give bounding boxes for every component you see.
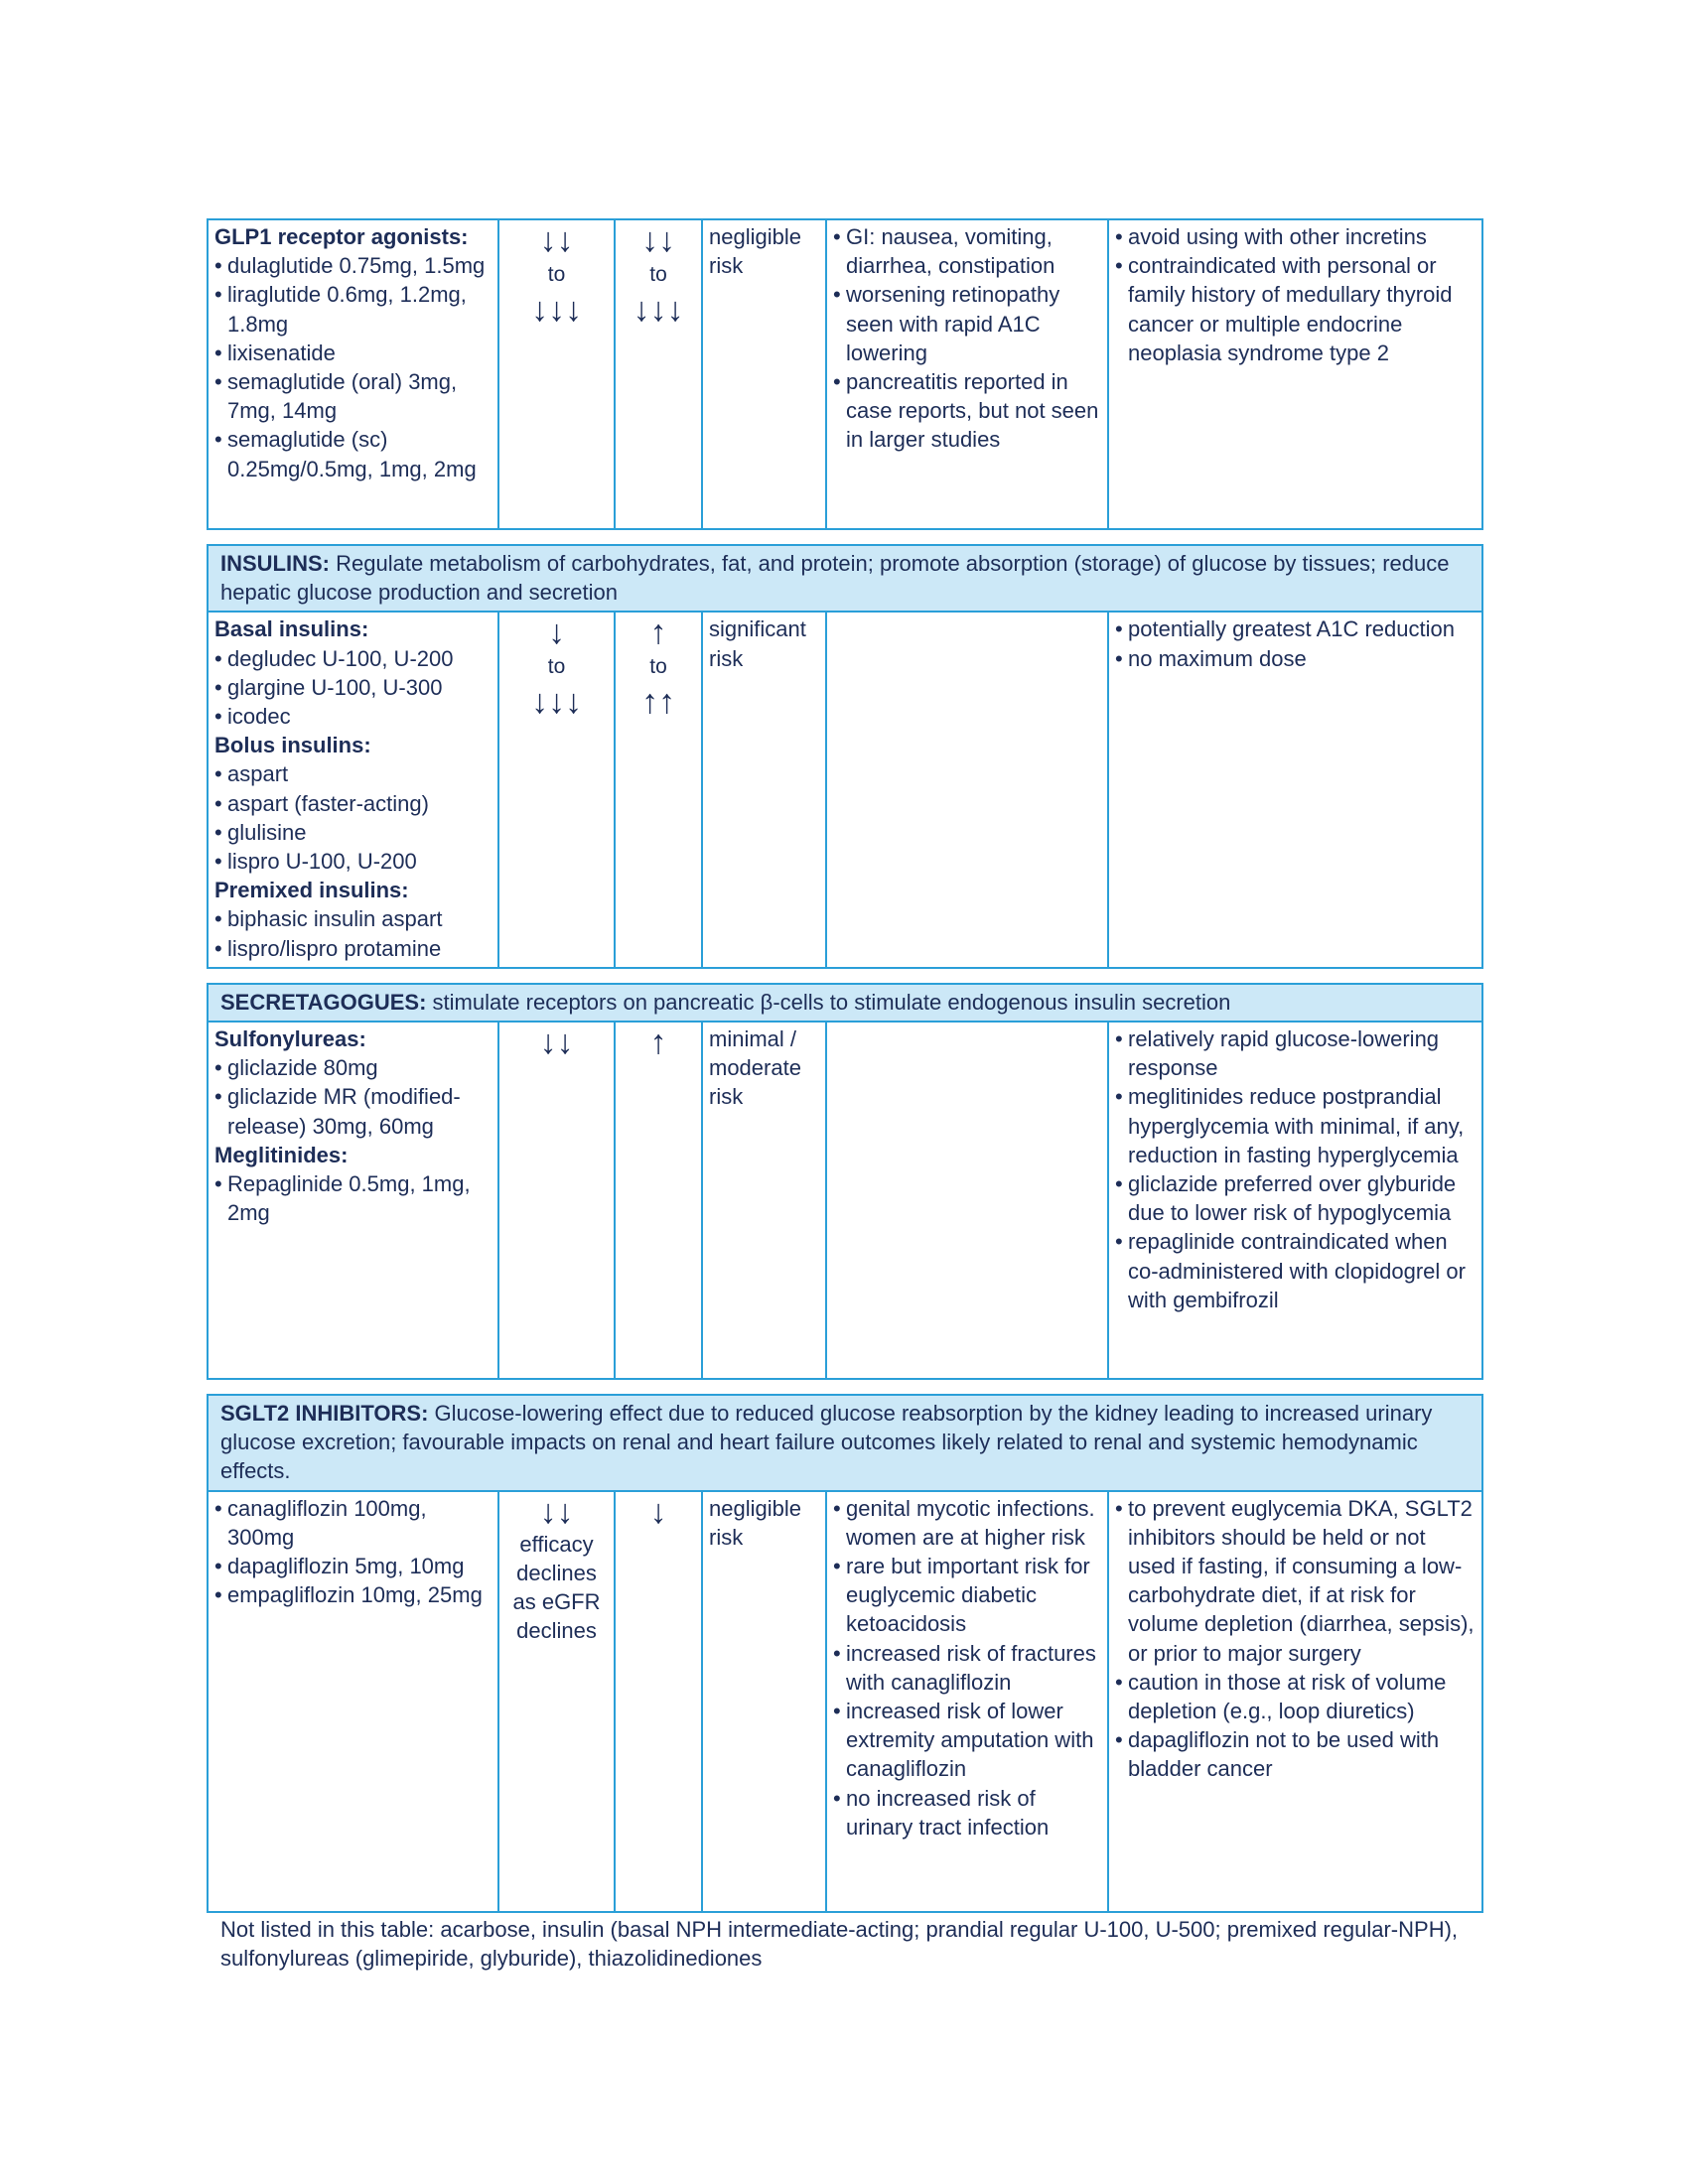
insulins-header-text: Regulate metabolism of carbohydrates, fat, and protein; promote absorption (storage) of glucose by tissues; reduce hepatic glucose production and secretion [220,551,1450,606]
list-item: • rare but important risk for euglycemic diabetic ketoacidosis [833,1552,1101,1639]
glp1-adverse-cell [826,219,1108,529]
up-arrow-icon: ↑ [649,1024,667,1062]
sglt2-header-row [208,1395,1482,1491]
insulins-header-title: INSULINS: [220,551,330,576]
list-item: • avoid using with other incretins [1115,222,1476,251]
list-item: • pancreatitis reported in case reports, but not seen in larger studies [833,367,1101,455]
section-gap [208,529,1482,545]
sulfonylureas-list [214,1053,492,1141]
glp1-title: GLP1 receptor agonists: [214,224,469,249]
secretagogues-adverse-cell [826,1022,1108,1379]
list-item: • gliclazide MR (modified-release) 30mg, 60mg [214,1082,492,1140]
range-to-label: to [649,655,667,679]
secretagogues-notes-list [1115,1024,1476,1314]
sglt2-header-title: SGLT2 INHIBITORS: [220,1401,429,1427]
list-item: • semaglutide (sc) 0.25mg/0.5mg, 1mg, 2mg [214,425,492,482]
list-item: • no increased risk of urinary tract infection [833,1784,1101,1842]
down-arrow-icon: ↓↓ [539,1492,574,1531]
premixed-list [214,904,492,962]
secretagogues-header-title: SECRETAGOGUES: [220,989,427,1015]
list-item: • semaglutide (oral) 3mg, 7mg, 14mg [214,367,492,425]
sglt2-notes-cell [1108,1491,1482,1912]
sulfonylureas-title: Sulfonylureas: [214,1026,366,1052]
secretagogues-notes-cell [1108,1022,1482,1379]
footnote: Not listed in this table: acarbose, insulin (basal NPH intermediate-acting; prandial regular U-100, U-500; premixed regular-NPH), sulfonylureas (glimepiride, glyburide), thiazolidinediones [220,1916,1459,1971]
list-item: • icodec [214,702,492,731]
list-item: • glulisine [214,818,492,847]
list-item: • repaglinide contraindicated when co-administered with clopidogrel or with gembifrozil [1115,1227,1476,1314]
list-item: • relatively rapid glucose-lowering response [1115,1024,1476,1082]
glp1-drugs-cell [208,219,498,529]
down-arrow-icon: ↓↓ [539,221,574,259]
range-to-label: to [649,263,667,286]
list-item: • meglitinides reduce postprandial hyperglycemia with minimal, if any, reduction in fasting hyperglycemia [1115,1082,1476,1169]
sglt2-drug-list [214,1494,492,1610]
insulins-notes-cell [1108,612,1482,967]
sglt2-adverse-list [833,1494,1101,1842]
range-to-label: to [547,655,566,679]
list-item: • degludec U-100, U-200 [214,644,492,673]
bolus-title: Bolus insulins: [214,733,371,758]
up-arrow-icon: ↑ [649,614,667,652]
sglt2-weight-cell [615,1491,702,1912]
glp1-adverse-list [833,222,1101,455]
list-item: • lixisenatide [214,339,492,367]
secretagogues-drugs-cell [208,1022,498,1379]
sglt2-hypo-cell: negligible risk [702,1491,826,1912]
secretagogues-weight-cell [615,1022,702,1379]
insulins-drugs-cell [208,612,498,967]
down-arrow-icon: ↓↓ [539,1024,574,1062]
drug-table-page [207,218,1481,1975]
secretagogues-hypo-cell: minimal / moderate risk [702,1022,826,1379]
list-item: • worsening retinopathy seen with rapid A1C lowering [833,280,1101,367]
sglt2-row [208,1491,1482,1912]
list-item: • empagliflozin 10mg, 25mg [214,1580,492,1609]
insulins-adverse-cell [826,612,1108,967]
glp1-hypo-cell: negligible risk [702,219,826,529]
basal-list [214,644,492,732]
list-item: • lispro U-100, U-200 [214,847,492,876]
glp1-notes-list [1115,222,1476,367]
meglitinides-title: Meglitinides: [214,1142,349,1167]
secretagogues-row [208,1022,1482,1379]
list-item: • genital mycotic infections. women are at higher risk [833,1494,1101,1552]
insulins-hypo-cell: significant risk [702,612,826,967]
secretagogues-header-text: stimulate receptors on pancreatic β-cells to stimulate endogenous insulin secretion [426,989,1231,1015]
down-arrow-icon: ↓↓↓ [531,683,582,722]
insulins-notes-list [1115,614,1476,672]
sglt2-header-text: Glucose-lowering effect due to reduced glucose reabsorption by the kidney leading to increased urinary glucose excretion; favourable impacts on renal and heart failure outcomes likely related to renal and systemic hemodynamic effects. [220,1401,1433,1484]
insulins-a1c-cell [498,612,615,967]
glp1-notes-cell [1108,219,1482,529]
list-item: • increased risk of lower extremity amputation with canagliflozin [833,1697,1101,1784]
list-item: • liraglutide 0.6mg, 1.2mg, 1.8mg [214,280,492,338]
list-item: • to prevent euglycemia DKA, SGLT2 inhibitors should be held or not used if fasting, if consuming a low-carbohydrate diet, if at risk for volume depletion (diarrhea, sepsis), or prior to major surgery [1115,1494,1476,1668]
section-gap [208,968,1482,984]
glp1-drug-list [214,251,492,483]
premixed-title: Premixed insulins: [214,878,409,903]
sglt2-drugs-cell [208,1491,498,1912]
insulins-weight-cell [615,612,702,967]
list-item: • dapagliflozin 5mg, 10mg [214,1552,492,1580]
meglitinides-list [214,1169,492,1227]
list-item: • biphasic insulin aspart [214,904,492,933]
list-item: • increased risk of fractures with canagliflozin [833,1639,1101,1697]
list-item: • GI: nausea, vomiting, diarrhea, constipation [833,222,1101,280]
down-arrow-icon: ↓↓↓ [633,291,684,329]
secretagogues-a1c-cell [498,1022,615,1379]
list-item: • contraindicated with personal or family history of medullary thyroid cancer or multiple endocrine neoplasia syndrome type 2 [1115,251,1476,367]
insulins-row [208,612,1482,967]
sglt2-header [208,1395,1482,1491]
glp1-row [208,219,1482,529]
list-item: • lispro/lispro protamine [214,934,492,963]
list-item: • canagliflozin 100mg, 300mg [214,1494,492,1552]
range-to-label: to [547,263,566,286]
list-item: • Repaglinide 0.5mg, 1mg, 2mg [214,1169,492,1227]
up-arrow-icon: ↑↑ [641,683,675,722]
insulins-header [208,545,1482,612]
glp1-weight-cell [615,219,702,529]
sglt2-a1c-cell [498,1491,615,1912]
secretagogues-header [208,984,1482,1022]
bolus-list [214,759,492,876]
list-item: • potentially greatest A1C reduction [1115,614,1476,643]
list-item: • aspart (faster-acting) [214,789,492,818]
list-item: • dapagliflozin not to be used with bladder cancer [1115,1725,1476,1783]
list-item: • caution in those at risk of volume depletion (e.g., loop diuretics) [1115,1668,1476,1725]
insulins-header-row [208,545,1482,612]
list-item: • gliclazide 80mg [214,1053,492,1082]
down-arrow-icon: ↓↓ [641,221,675,259]
list-item: • dulaglutide 0.75mg, 1.5mg [214,251,492,280]
down-arrow-icon: ↓ [649,1492,667,1531]
glp1-a1c-cell [498,219,615,529]
section-gap [208,1379,1482,1395]
antihyperglycemic-table [207,218,1483,1913]
basal-title: Basal insulins: [214,616,369,642]
sglt2-notes-list [1115,1494,1476,1784]
list-item: • aspart [214,759,492,788]
down-arrow-icon: ↓↓↓ [531,291,582,329]
list-item: • gliclazide preferred over glyburide due to lower risk of hypoglycemia [1115,1169,1476,1227]
secretagogues-header-row [208,984,1482,1022]
efficacy-note: efficacy declines as eGFR declines [512,1531,601,1644]
list-item: • no maximum dose [1115,644,1476,673]
down-arrow-icon: ↓ [548,614,565,652]
list-item: • glargine U-100, U-300 [214,673,492,702]
sglt2-adverse-cell [826,1491,1108,1912]
